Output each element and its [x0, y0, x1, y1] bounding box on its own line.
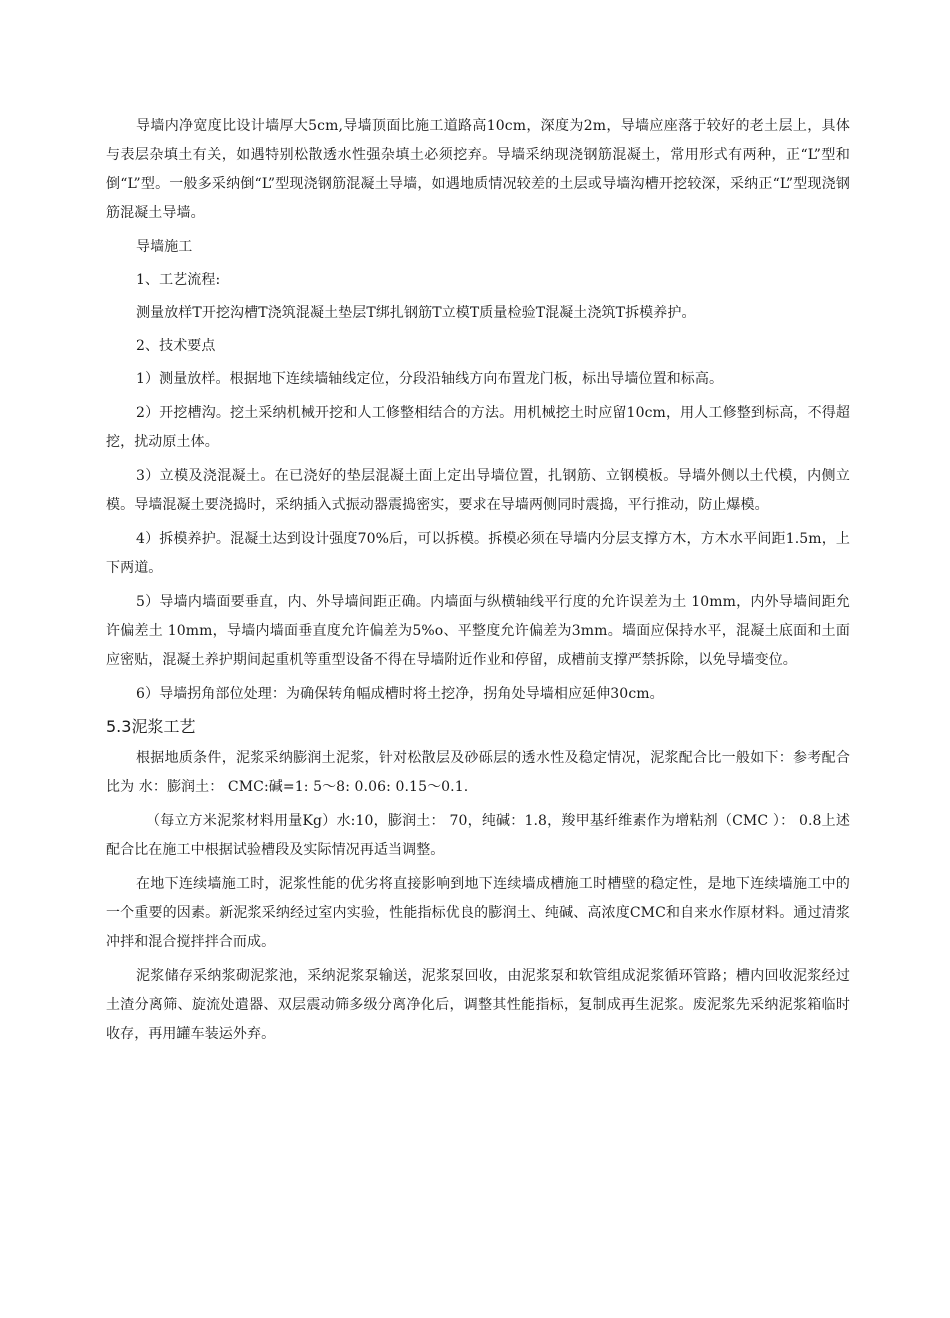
- paragraph-point-4: 4）拆模养护。混凝土达到设计强度70%后，可以拆模。拆模必须在导墙内分层支撑方木，方木水平间距1.5m，上下两道。: [106, 531, 850, 576]
- section-heading-mud-process: 5.3泥浆工艺: [106, 717, 196, 736]
- paragraph-mud-storage: 泥浆储存采纳浆砌泥浆池，采纳泥浆泵输送，泥浆泵回收，由泥浆泵和软管组成泥浆循环管路；槽内回收泥浆经过土渣分离筛、旋流处遣器、双层震动筛多级分离净化后，调整其性能指标，复制成再生泥浆。废泥浆先采纳泥浆箱临时收存，再用罐车装运外弃。: [106, 968, 850, 1042]
- paragraph-process-flow-title: 1、工艺流程:: [136, 272, 221, 288]
- paragraph-point-2: 2）开挖槽沟。挖土采纳机械开挖和人工修整相结合的方法。用机械挖土时应留10cm，用人工修整到标高，不得超挖，扰动原土体。: [106, 405, 850, 450]
- paragraph-point-5: 5）导墙内墙面要垂直，内、外导墙间距正确。内墙面与纵横轴线平行度的允许误差为土 10mm，内外导墙间距允许偏差土 10mm，导墙内墙面垂直度允许偏差为5%o、平整度允许偏差为3mm。墙面应保持水平，混凝土底面和土面应密贴，混凝土养护期间起重机等重型设备不得在导墙附近作业和停留，成槽前支撑严禁拆除，以免导墙变位。: [106, 594, 850, 668]
- document-body: [106, 112, 850, 1054]
- paragraph-mud-materials: （每立方米泥浆材料用量Kg）水:10，膨润土： 70，纯碱：1.8，羧甲基纤维素作为增粘剂（CMC ）： 0.8上述配合比在施工中根据试验槽段及实际情况再适当调整。: [106, 813, 850, 858]
- paragraph-point-3: 3）立模及浇混凝土。在已浇好的垫层混凝土面上定出导墙位置，扎钢筋、立钢模板。导墙外侧以土代模，内侧立模。导墙混凝土要浇捣时，采纳插入式振动器震捣密实，要求在导墙两侧同时震捣，平行推动，防止爆模。: [106, 468, 850, 513]
- paragraph-mud-performance: 在地下连续墙施工时，泥浆性能的优劣将直接影响到地下连续墙成槽施工时槽壁的稳定性，是地下连续墙施工中的一个重要的因素。新泥浆采纳经过室内实验，性能指标优良的膨润土、纯碱、高浓度CMC和自来水作原材料。通过清浆冲拌和混合搅拌拌合而成。: [106, 876, 850, 950]
- paragraph-guide-wall-construction: 导墙施工: [136, 239, 193, 255]
- paragraph-guide-wall-intro: 导墙内净宽度比设计墙厚大5cm,导墙顶面比施工道路高10cm，深度为2m，导墙应座落于较好的老土层上，具体与表层杂填土有关，如遇特别松散透水性强杂填土必须挖弃。导墙采纳现浇钢筋混凝土，常用形式有两种，正“L”型和倒“L”型。一般多采纳倒“L”型现浇钢筋混凝土导墙，如遇地质情况较差的土层或导墙沟槽开挖较深，采纳正“L”型现浇钢筋混凝土导墙。: [106, 118, 850, 221]
- paragraph-point-6: 6）导墙拐角部位处理：为确保转角幅成槽时将土挖净，拐角处导墙相应延伸30cm。: [136, 686, 664, 702]
- paragraph-mud-ratio: 根据地质条件，泥浆采纳膨润土泥浆，针对松散层及砂砾层的透水性及稳定情况，泥浆配合比一般如下：参考配合比为 水：膨润土： CMC:碱=1: 5〜8: 0.06: 0.15〜0.1.: [106, 750, 850, 795]
- paragraph-technical-points-title: 2、技术要点: [136, 338, 216, 354]
- paragraph-point-1: 1）测量放样。根据地下连续墙轴线定位，分段沿轴线方向布置龙门板，标出导墙位置和标高。: [136, 371, 724, 387]
- paragraph-process-flow: 测量放样T开挖沟槽T浇筑混凝土垫层T绑扎钢筋T立模T质量检验T混凝土浇筑T拆模养护。: [136, 305, 696, 321]
